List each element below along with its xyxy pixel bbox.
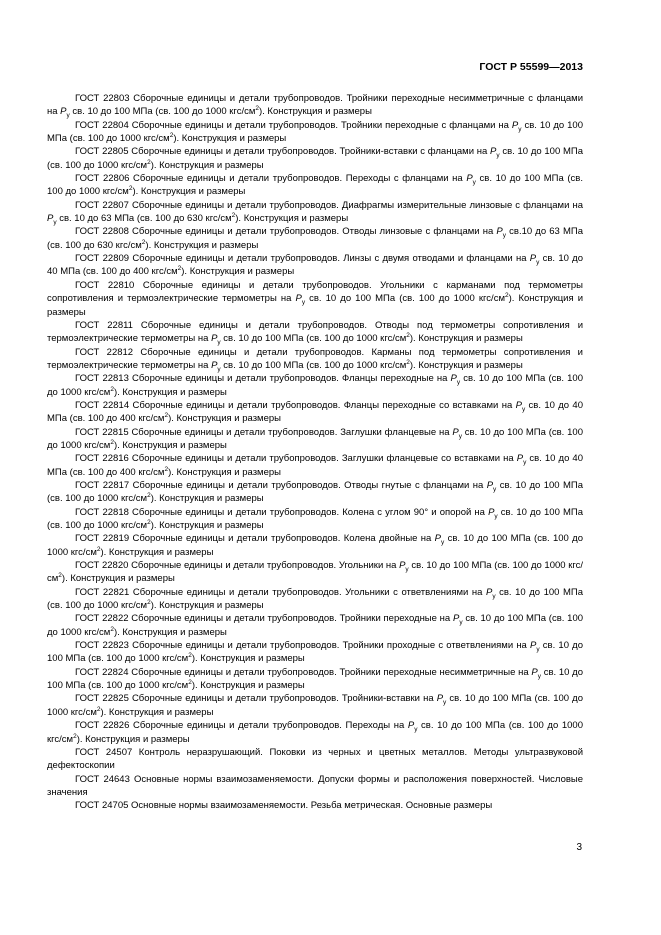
standard-code: ГОСТ 24507 <box>75 746 133 758</box>
reference-entry <box>47 145 583 172</box>
standard-title: Сборочные единицы и детали трубопроводов. Фланцы переходные со вставками на $P_у$ св. 10 до 40 МПа (св. 100 до 400 кгс/$см^2$). Конструкция и размеры <box>47 399 584 425</box>
standard-title: Сборочные единицы и детали трубопроводов. Тройники-вставки с фланцами на $P_у$ св. 10 до 100 МПа (св. 100 до 1000 кгс/$см^2$). Конструкция и размеры <box>47 146 584 171</box>
reference-entry <box>47 586 583 613</box>
reference-entry <box>47 506 583 533</box>
standard-code: ГОСТ 22804 <box>75 119 129 131</box>
reference-entry <box>47 279 583 319</box>
standard-code: ГОСТ 22811 <box>75 319 133 331</box>
reference-entry <box>47 199 583 226</box>
standard-title: Сборочные единицы и детали трубопроводов. Тройники-вставки на $P_у$ св. 10 до 100 МПа (св. 100 до 1000 кгс/$см^2$). Конструкция и размеры <box>47 693 583 718</box>
reference-entry <box>47 612 583 639</box>
reference-entry <box>47 252 583 279</box>
standard-title: Сборочные единицы и детали трубопроводов. Заглушки фланцевые на $P_у$ св. 10 до 100 МПа (св. 100 до 1000 кгс/$см^2$). Конструкция и размеры <box>47 426 583 451</box>
reference-entry <box>47 532 583 559</box>
standard-code: ГОСТ 22812 <box>75 346 134 358</box>
reference-entry <box>47 666 583 693</box>
standard-code: ГОСТ 22808 <box>75 226 129 238</box>
standard-title: Сборочные единицы и детали трубопроводов. Заглушки фланцевые со вставками на $P_у$ св. 10 до 40 МПа (св. 100 до 400 кгс/$см^2$). Конструкция и размеры <box>47 453 583 478</box>
standard-title: Контроль неразрушающий. Поковки из черных и цветных металлов. Методы ультразвуковой дефектоскопии <box>47 746 583 772</box>
standard-code: ГОСТ 22826 <box>75 720 130 732</box>
standard-title: Сборочные единицы и детали трубопроводов. Отводы под термометры сопротивления и термоэлектрические термометры на $P_у$ св. 10 до 100 МПа (св. 100 до 1000 кгс/$см^2$). Конструкция и размеры <box>47 319 583 347</box>
reference-entry <box>47 399 583 426</box>
document-id-header: ГОСТ Р 55599—2013 <box>479 61 583 73</box>
reference-entry <box>47 225 583 252</box>
standard-code: ГОСТ 22806 <box>75 173 130 185</box>
standard-code: ГОСТ 22817 <box>75 479 130 491</box>
standard-code: ГОСТ 22819 <box>75 533 130 545</box>
reference-entry <box>47 559 583 586</box>
standard-code: ГОСТ 22810 <box>75 279 135 291</box>
reference-entry <box>47 426 583 453</box>
standard-title: Сборочные единицы и детали трубопроводов. Тройники проходные с ответвлениями на $P_у$ св. 10 до 100 МПа (св. 100 до 1000 кгс/$см^2$). Конструкция и размеры <box>47 640 583 665</box>
reference-entry <box>47 799 583 812</box>
standard-title: Сборочные единицы и детали трубопроводов. Отводы гнутые с фланцами на $P_у$ св. 10 до 100 МПа (св. 100 до 1000 кгс/$см^2$). Конструкция и размеры <box>47 479 584 505</box>
standard-title: Сборочные единицы и детали трубопроводов. Карманы под термометры сопротивления и термоэлектрические термометры на $P_у$ св. 10 до 100 МПа (св. 100 до 1000 кгс/$см^2$). Конструкция и размеры <box>47 346 583 373</box>
reference-entry <box>47 479 583 506</box>
standard-title: Сборочные единицы и детали трубопроводов. Колена двойные на $P_у$ св. 10 до 100 МПа (св. 100 до 1000 кгс/$см^2$). Конструкция и размеры <box>47 533 583 558</box>
standard-code: ГОСТ 22809 <box>75 253 130 265</box>
standard-title: Основные нормы взаимозаменяемости. Допуски формы и расположения поверхностей. Числовые значения <box>47 773 584 798</box>
reference-entry <box>47 746 583 773</box>
standard-code: ГОСТ 22824 <box>75 666 129 678</box>
standard-title: Сборочные единицы и детали трубопроводов. Тройники переходные с фланцами на $P_у$ св. 10 до 100 МПа (св. 100 до 1000 кгс/$см^2$). Конструкция и размеры <box>47 119 583 145</box>
standard-code: ГОСТ 22813 <box>75 373 129 385</box>
reference-entry <box>47 372 583 399</box>
standard-code: ГОСТ 22823 <box>75 640 129 652</box>
standard-title: Сборочные единицы и детали трубопроводов. Переходы на $P_у$ св. 10 до 100 МПа (св. 100 до 1000 кгс/$см^2$). Конструкция и размеры <box>47 720 583 745</box>
standard-title: Сборочные единицы и детали трубопроводов. Переходы с фланцами на $P_у$ св. 10 до 100 МПа (св. 100 до 1000 кгс/$см^2$). Конструкция и размеры <box>47 173 583 198</box>
reference-entry <box>47 92 583 119</box>
standard-title: Сборочные единицы и детали трубопроводов. Тройники переходные несимметричные на $P_у$ св. 10 до 100 МПа (св. 100 до 1000 кгс/$см^2$). Конструкция и размеры <box>47 666 584 692</box>
standard-code: ГОСТ 22821 <box>75 586 130 598</box>
reference-entry <box>47 172 583 199</box>
standard-title: Сборочные единицы и детали трубопроводов. Угольники с ответвлениями на $P_у$ св. 10 до 100 МПа (св. 100 до 1000 кгс/$см^2$). Конструкция и размеры <box>47 586 584 612</box>
reference-entry <box>47 319 583 346</box>
reference-entry <box>47 639 583 666</box>
standard-title: Сборочные единицы и детали трубопроводов. Тройники переходные несимметричные с фланцами на $P_у$ св. 10 до 100 МПа (св. 100 до 1000 кгс/$см^2$). Конструкция и размеры <box>47 93 584 120</box>
reference-entry <box>47 692 583 719</box>
standard-title: Основные нормы взаимозаменяемости. Резьба метрическая. Основные размеры <box>128 800 493 812</box>
standard-title: Сборочные единицы и детали трубопроводов. Угольники с карманами под термометры сопротивления и термоэлектрические термометры на $P_у$ св. 10 до 100 МПа (св. 100 до 1000 кгс/$см^2$). Конструкция и размеры <box>47 279 584 318</box>
reference-entry <box>47 452 583 479</box>
standard-title: Сборочные единицы и детали трубопроводов. Линзы с двумя отводами и фланцами на $P_у$ св. 10 до 40 МПа (св. 100 до 400 кгс/$см^2$). Конструкция и размеры <box>47 253 584 278</box>
standard-code: ГОСТ 22818 <box>75 506 129 518</box>
standard-title: Сборочные единицы и детали трубопроводов. Фланцы переходные на $P_у$ св. 10 до 100 МПа (св. 100 до 1000 кгс/$см^2$). Конструкция и размеры <box>47 373 583 398</box>
standard-code: ГОСТ 22816 <box>75 453 129 465</box>
standard-code: ГОСТ 22814 <box>75 399 130 411</box>
standard-code: ГОСТ 22805 <box>75 146 129 158</box>
reference-entry <box>47 773 583 800</box>
standard-code: ГОСТ 22807 <box>75 199 129 211</box>
standard-code: ГОСТ 24643 <box>75 773 130 785</box>
standard-code: ГОСТ 24705 <box>75 800 129 812</box>
standard-code: ГОСТ 22822 <box>75 613 129 625</box>
standard-code: ГОСТ 22820 <box>75 560 129 572</box>
reference-entry <box>47 119 583 146</box>
page-number: 3 <box>576 842 582 853</box>
standard-title: Сборочные единицы и детали трубопроводов. Тройники переходные на $P_у$ св. 10 до 100 МПа (св. 100 до 1000 кгс/$см^2$). Конструкция и размеры <box>47 613 584 638</box>
standard-title: Сборочные единицы и детали трубопроводов. Угольники на $P_у$ св. 10 до 100 МПа (св. 100 до 1000 кгс/$см^2$). Конструкция и размеры <box>47 560 584 585</box>
standard-title: Сборочные единицы и детали трубопроводов. Диафрагмы измерительные линзовые с фланцами на $P_у$ св. 10 до 63 МПа (св. 100 до 630 кгс/$см^2$). Конструкция и размеры <box>47 199 584 226</box>
standard-title: Сборочные единицы и детали трубопроводов. Колена с углом 90° и опорой на $P_у$ св. 10 до 100 МПа (св. 100 до 1000 кгс/$см^2$). Конструкция и размеры <box>47 506 584 531</box>
reference-entry <box>47 346 583 373</box>
standard-code: ГОСТ 22803 <box>75 93 130 104</box>
standard-code: ГОСТ 22825 <box>75 693 129 705</box>
reference-entry <box>47 719 583 746</box>
standard-code: ГОСТ 22815 <box>75 426 129 438</box>
normative-references-list <box>47 92 583 813</box>
standard-title: Сборочные единицы и детали трубопроводов. Отводы линзовые с фланцами на $P_у$ св.10 до 63 МПа (св. 100 до 630 кгс/$см^2$). Конструкция и размеры <box>47 226 583 251</box>
